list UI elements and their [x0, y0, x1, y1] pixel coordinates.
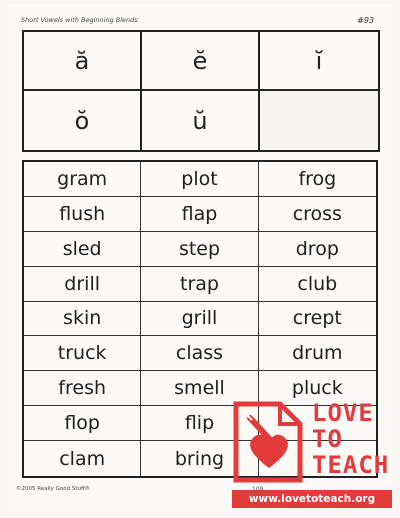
worksheet-title: Short Vowels with Beginning Blends	[21, 16, 138, 24]
word-cell: club	[259, 267, 376, 302]
word-cell: bring	[141, 441, 258, 476]
word-cell: flip	[141, 406, 258, 441]
vowel-short-u: ŭ	[142, 91, 260, 150]
vowel-short-a: ă	[24, 32, 142, 91]
love-to-teach-logo[interactable]	[232, 398, 392, 510]
word-cell: drill	[24, 267, 141, 302]
word-cell: cross	[259, 197, 376, 232]
word-cell: plot	[141, 162, 258, 197]
word-cell: smell	[141, 371, 258, 406]
word-cell: flush	[24, 197, 141, 232]
vowel-short-i: ĭ	[260, 32, 378, 91]
logo-line-to: TO	[312, 425, 343, 453]
logo-wordmark	[312, 400, 389, 478]
word-cell: step	[141, 232, 258, 267]
logo-url-link[interactable]: www.lovetoteach.org	[232, 490, 392, 508]
word-cell: drop	[259, 232, 376, 267]
page-number: #93	[357, 16, 374, 25]
word-cell: grill	[141, 302, 258, 337]
pencil-heart-icon	[232, 398, 306, 484]
word-cell: truck	[24, 336, 141, 371]
word-cell: sled	[24, 232, 141, 267]
word-cell: class	[141, 336, 258, 371]
vowel-short-e: ĕ	[142, 32, 260, 91]
word-cell: frog	[259, 162, 376, 197]
vowel-short-o: ŏ	[24, 91, 142, 150]
word-cell: flop	[24, 406, 141, 441]
word-cell: trap	[141, 267, 258, 302]
word-cell: fresh	[24, 371, 141, 406]
word-cell: flap	[141, 197, 258, 232]
logo-line-teach: TEACH	[312, 451, 390, 479]
word-cell: pluck	[259, 371, 376, 406]
word-cell: drum	[259, 336, 376, 371]
copyright-text: ©2005 Really Good Stuff®	[16, 486, 91, 492]
footer-page-number: 109	[252, 486, 264, 493]
word-cell: gram	[24, 162, 141, 197]
word-cell: skin	[24, 302, 141, 337]
word-cell: clam	[24, 441, 141, 476]
vowel-empty-cell	[260, 91, 378, 150]
vowel-grid	[22, 30, 380, 152]
logo-line-love: LOVE	[312, 399, 374, 427]
word-cell: crept	[259, 302, 376, 337]
